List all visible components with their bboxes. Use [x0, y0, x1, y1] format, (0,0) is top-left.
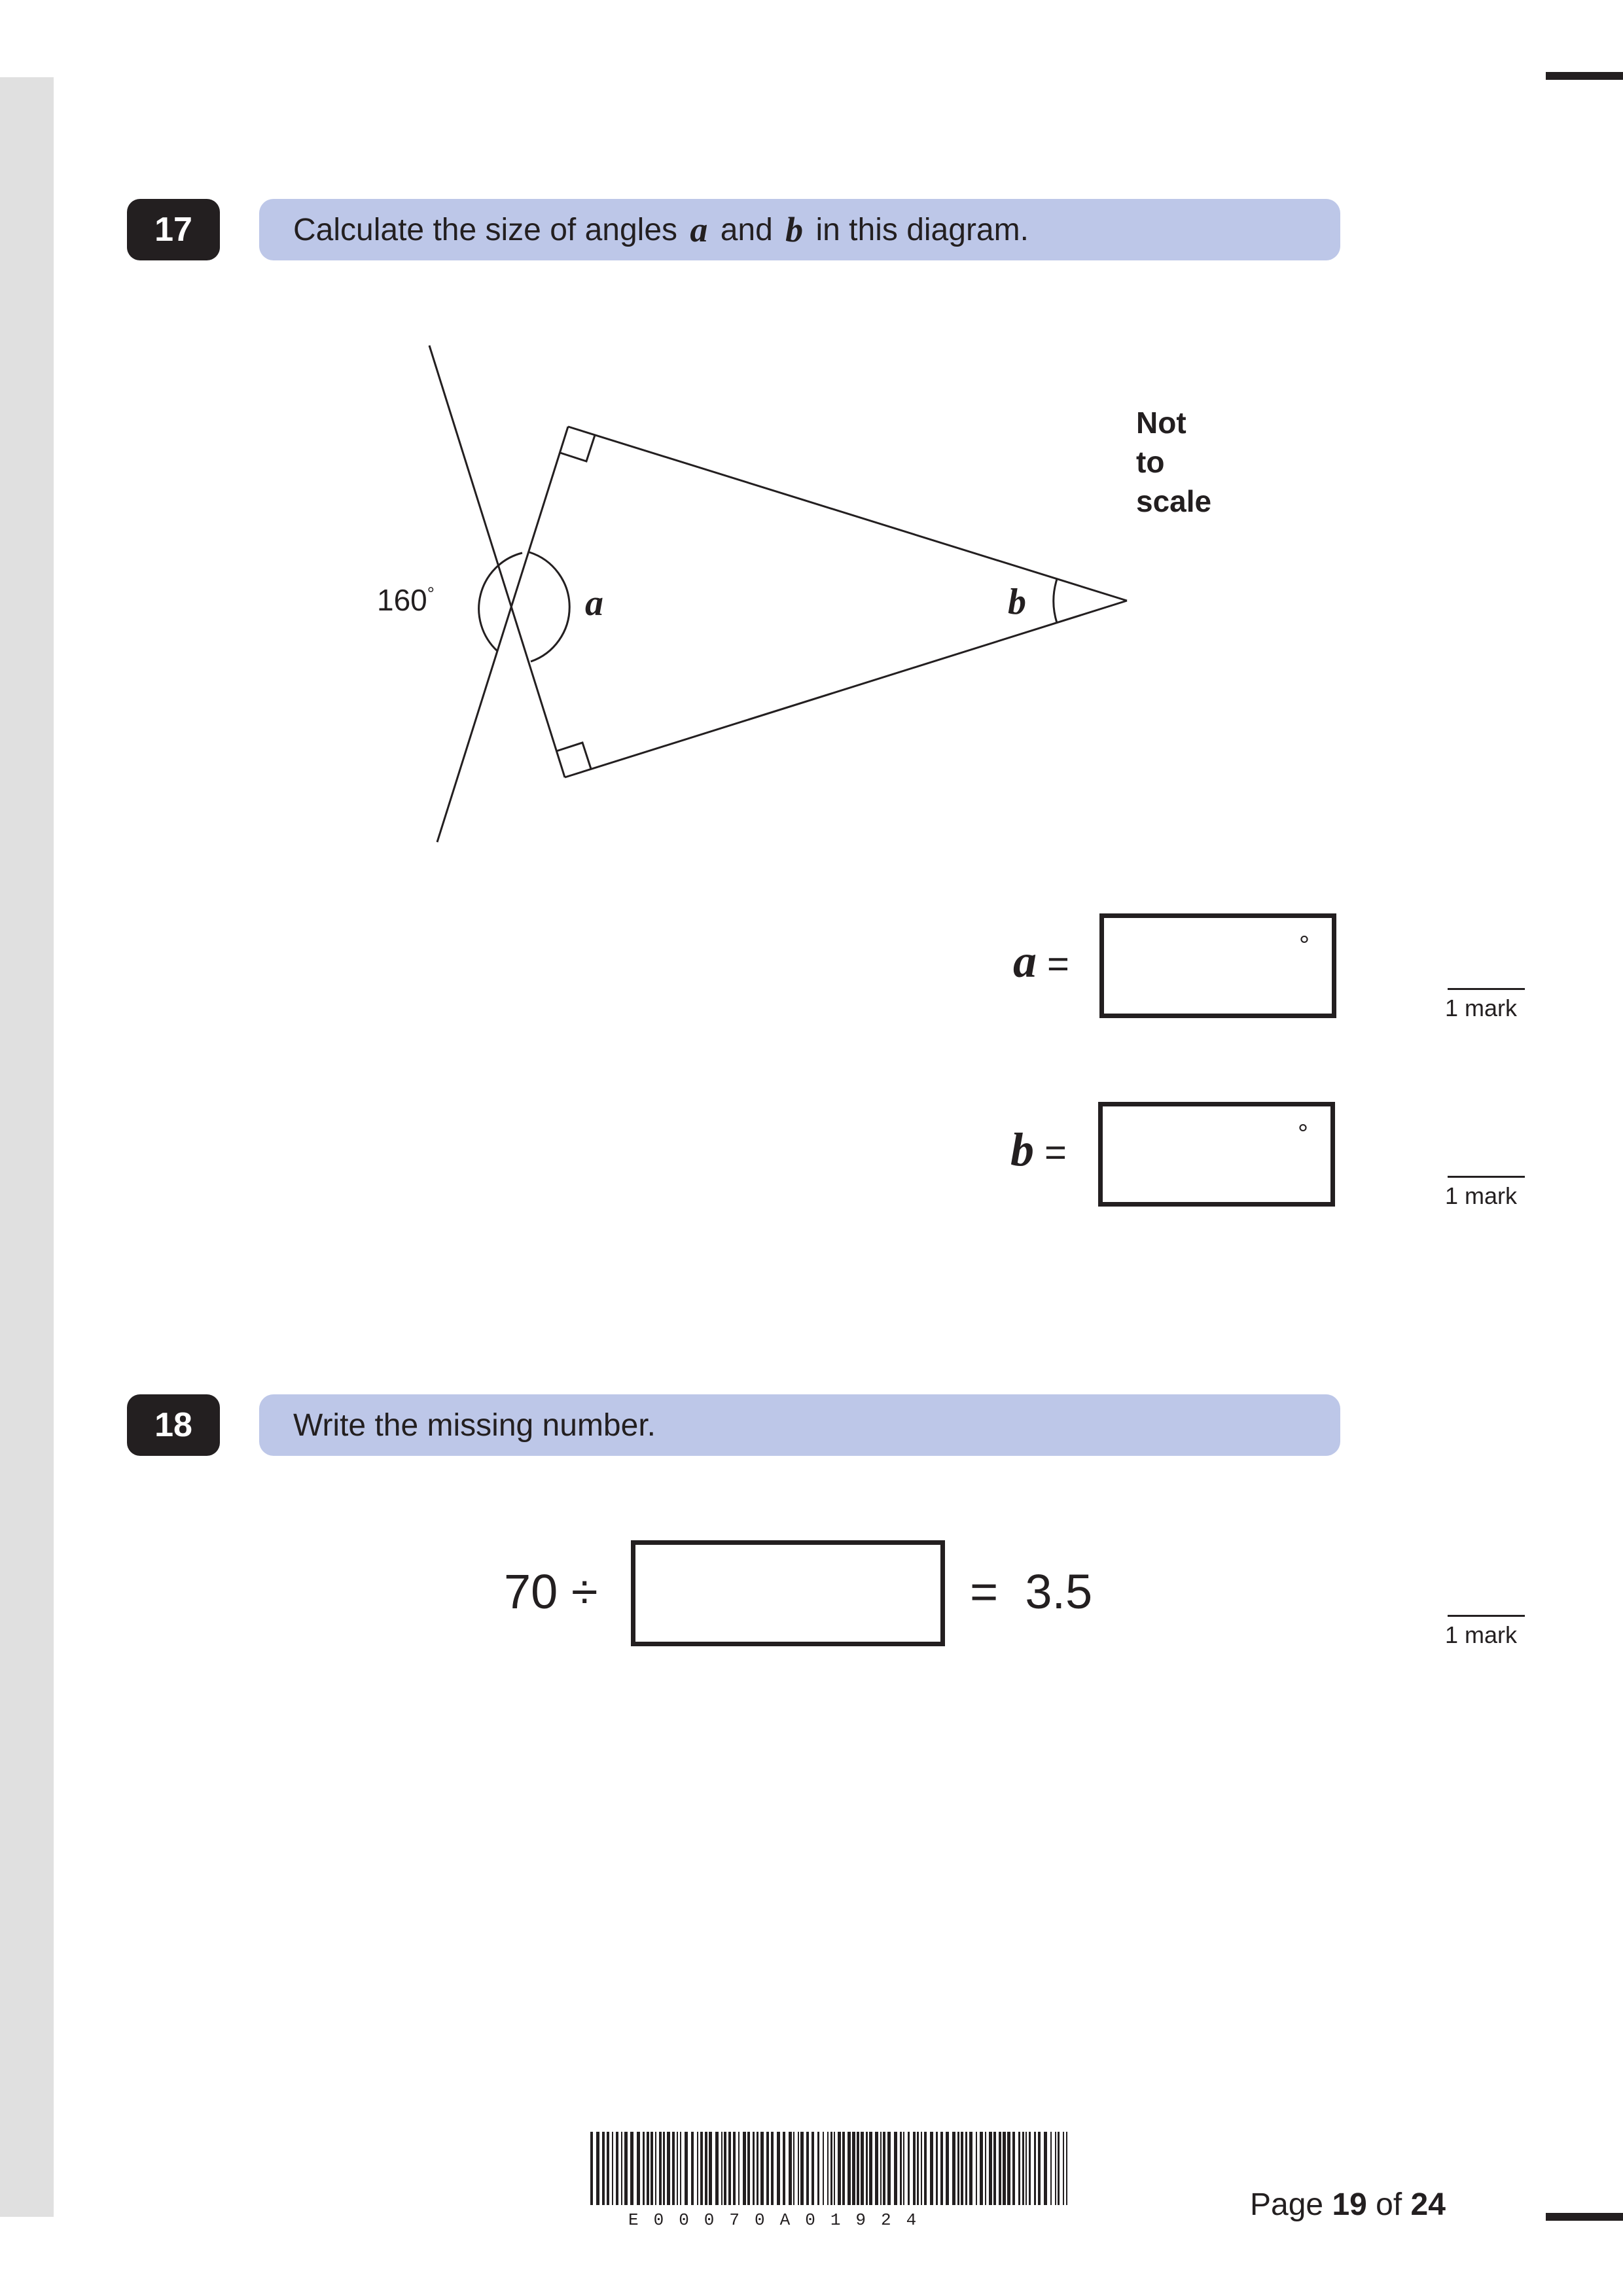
barcode-bar	[999, 2132, 1001, 2205]
mark-label: 1 mark	[1445, 995, 1518, 1021]
barcode-bar	[930, 2132, 933, 2205]
equation-right: = 3.5	[970, 1564, 1093, 1619]
barcode-bar	[887, 2132, 891, 2205]
answer-a-label	[1013, 934, 1069, 989]
barcode-bar	[777, 2132, 780, 2205]
barcode-bar	[1055, 2132, 1056, 2205]
barcode-bar	[643, 2132, 645, 2205]
barcode-bar	[880, 2132, 882, 2205]
barcode-bar	[724, 2132, 726, 2205]
barcode-bar	[637, 2132, 640, 2205]
barcode-bar	[680, 2132, 681, 2205]
angle-label-160	[377, 582, 435, 618]
answer-b-box[interactable]	[1098, 1102, 1335, 1207]
barcode-bar	[612, 2132, 613, 2205]
barcode-bar	[1012, 2132, 1015, 2205]
barcode-bar	[705, 2132, 707, 2205]
barcode-bar	[817, 2132, 819, 2205]
barcode-bar	[1026, 2132, 1027, 2205]
barcode-bar	[590, 2132, 593, 2205]
degree-symbol: °	[1299, 931, 1310, 960]
barcode-bar	[869, 2132, 872, 2205]
barcode-bar	[1034, 2132, 1036, 2205]
barcode-bar	[743, 2132, 746, 2205]
barcode-bar	[677, 2132, 678, 2205]
barcode-bar	[747, 2132, 750, 2205]
barcode-bar	[1003, 2132, 1006, 2205]
barcode-bar	[847, 2132, 851, 2205]
barcode-bar	[721, 2132, 722, 2205]
mark-label: 1 mark	[1445, 1621, 1518, 1648]
page-prefix: Page	[1250, 2187, 1332, 2222]
barcode-bar	[883, 2132, 885, 2205]
barcode-bar	[936, 2132, 938, 2205]
note-line: to	[1136, 445, 1165, 479]
barcode-bar	[989, 2132, 992, 2205]
triangle-side-bottom	[565, 601, 1127, 777]
page-number	[1250, 2187, 1446, 2223]
barcode-bar	[961, 2132, 963, 2205]
trim-mark-bottom	[1546, 2213, 1623, 2221]
angle-var-b: b	[1008, 582, 1026, 622]
barcode-bar	[659, 2132, 662, 2205]
mark-line	[1448, 988, 1525, 990]
barcode-bar	[1066, 2132, 1067, 2205]
barcode-bar	[900, 2132, 902, 2205]
barcode-bar	[894, 2132, 897, 2205]
answer-equals: =	[1047, 943, 1069, 985]
barcode-bar	[700, 2132, 703, 2205]
answer-b-label	[1010, 1123, 1067, 1177]
page-mid: of	[1366, 2187, 1411, 2222]
barcode-bar	[630, 2132, 633, 2205]
barcode-bar	[697, 2132, 698, 2205]
barcode-bar	[1063, 2132, 1064, 2205]
barcode-bar	[771, 2132, 774, 2205]
barcode-bar	[624, 2132, 628, 2205]
note-line: scale	[1136, 484, 1212, 518]
barcode-bar	[753, 2132, 755, 2205]
barcode-bar	[952, 2132, 955, 2205]
barcode-bar	[852, 2132, 855, 2205]
barcode-bar	[798, 2132, 799, 2205]
barcode-bar	[766, 2132, 769, 2205]
barcode-bar	[976, 2132, 977, 2205]
question-number-18: 18	[127, 1394, 220, 1456]
barcode-text: E00070A01924	[628, 2210, 932, 2230]
angle-value: 160	[377, 583, 427, 617]
note-line: Not	[1136, 406, 1186, 440]
barcode-bar	[861, 2132, 864, 2205]
barcode-bar	[838, 2132, 841, 2205]
mark-line	[1448, 1176, 1525, 1178]
barcode-bar	[607, 2132, 609, 2205]
barcode-bar	[647, 2132, 649, 2205]
question-number-17: 17	[127, 199, 220, 260]
barcode-bar	[812, 2132, 814, 2205]
triangle-diagram	[0, 0, 1623, 916]
barcode-bar	[760, 2132, 764, 2205]
right-angle-marker-icon	[560, 435, 595, 461]
barcode-bar	[830, 2132, 832, 2205]
barcode-bar	[940, 2132, 943, 2205]
barcode-bar	[985, 2132, 986, 2205]
crossing-line-1	[429, 345, 565, 777]
barcode-bar	[709, 2132, 712, 2205]
not-to-scale-note	[1136, 403, 1211, 521]
prompt-var-b: b	[785, 210, 804, 249]
barcode-bar	[834, 2132, 835, 2205]
barcode-bar	[602, 2132, 605, 2205]
crossing-line-2	[437, 427, 568, 842]
barcode-bar	[1007, 2132, 1010, 2205]
prompt-var-a: a	[690, 210, 708, 249]
barcode-bar	[993, 2132, 996, 2205]
angle-arc-icon	[1054, 579, 1057, 623]
barcode-bar	[823, 2132, 824, 2205]
barcode-bar	[655, 2132, 656, 2205]
page-current: 19	[1332, 2187, 1367, 2222]
barcode-bar	[875, 2132, 878, 2205]
barcode-bar	[980, 2132, 983, 2205]
barcode-bar	[1022, 2132, 1024, 2205]
mark-label: 1 mark	[1445, 1182, 1518, 1209]
barcode-bar	[917, 2132, 919, 2205]
barcode-bar	[866, 2132, 868, 2205]
barcode-bar	[1058, 2132, 1060, 2205]
barcode-bar	[827, 2132, 829, 2205]
barcode-bar	[965, 2132, 967, 2205]
barcode-bar	[1029, 2132, 1031, 2205]
degree-symbol: °	[1298, 1120, 1308, 1148]
prompt-text: in this diagram.	[807, 212, 1029, 247]
barcode-bar	[783, 2132, 785, 2205]
page-total: 24	[1410, 2187, 1446, 2222]
prompt-text: Write the missing number.	[293, 1407, 656, 1443]
barcode-bar	[957, 2132, 959, 2205]
angle-arc-icon	[479, 553, 522, 651]
equation-left: 70 ÷	[504, 1564, 598, 1619]
barcode-bar	[913, 2132, 916, 2205]
barcode-bar	[651, 2132, 653, 2205]
barcode-bar	[793, 2132, 794, 2205]
angle-arc-icon	[529, 552, 569, 662]
barcode-bar	[738, 2132, 740, 2205]
barcode-bar	[1044, 2132, 1047, 2205]
barcode-bar	[621, 2132, 622, 2205]
barcode-bar	[806, 2132, 809, 2205]
angle-var-a: a	[585, 583, 603, 624]
barcode-bar	[733, 2132, 736, 2205]
barcode-bar	[857, 2132, 859, 2205]
barcode-bar	[596, 2132, 599, 2205]
barcode-bar	[685, 2132, 688, 2205]
answer-var: b	[1010, 1123, 1034, 1176]
triangle-side-top	[568, 427, 1127, 601]
barcode-bar	[757, 2132, 758, 2205]
barcode-bar	[715, 2132, 719, 2205]
barcode-bar	[842, 2132, 845, 2205]
mark-line	[1448, 1615, 1525, 1617]
prompt-text: Calculate the size of angles	[293, 212, 687, 247]
barcode-bar	[924, 2132, 927, 2205]
barcode-bar	[667, 2132, 670, 2205]
barcode-bar	[691, 2132, 694, 2205]
question-18-prompt	[259, 1394, 1340, 1456]
barcode-bar	[789, 2132, 792, 2205]
missing-number-box[interactable]	[631, 1540, 945, 1646]
barcode-bar	[616, 2132, 618, 2205]
barcode-bar	[1018, 2132, 1020, 2205]
barcode-bar	[921, 2132, 922, 2205]
barcode-bar	[903, 2132, 904, 2205]
angle-unit: °	[427, 583, 435, 604]
barcode-bar	[672, 2132, 675, 2205]
barcode-bar	[908, 2132, 910, 2205]
prompt-text: and	[711, 212, 782, 247]
barcode-bar	[969, 2132, 972, 2205]
barcode-bar	[800, 2132, 804, 2205]
barcode-icon	[589, 2132, 1073, 2209]
barcode-bar	[1050, 2132, 1052, 2205]
answer-equals: =	[1044, 1131, 1067, 1174]
answer-a-box[interactable]	[1099, 913, 1336, 1018]
barcode-bar	[728, 2132, 731, 2205]
barcode-bar	[663, 2132, 665, 2205]
barcode-bar	[1038, 2132, 1041, 2205]
barcode-bar	[946, 2132, 949, 2205]
answer-var: a	[1013, 935, 1037, 987]
